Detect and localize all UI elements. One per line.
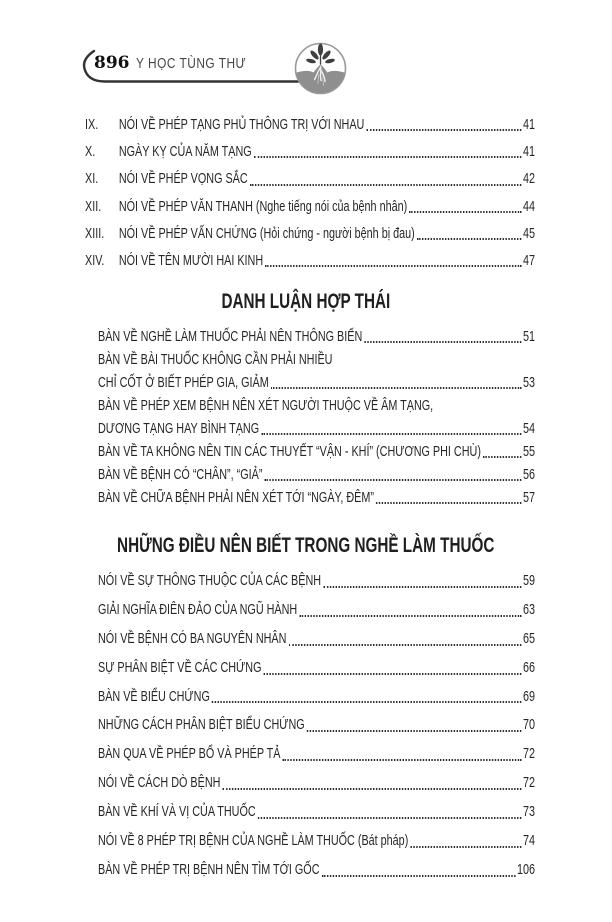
dot-leader: [322, 875, 516, 877]
toc-entry-title: BÀN VỀ BIỂU CHỨNG: [98, 687, 210, 705]
toc-entry-numeral: IX.: [85, 116, 99, 133]
toc-entry: [98, 711, 535, 740]
toc-entry: [98, 440, 535, 463]
dot-leader: [250, 184, 522, 186]
dot-leader: [307, 730, 522, 732]
toc-entry-page: 41: [522, 116, 535, 133]
toc-entry: [85, 165, 535, 192]
toc-entry-page: 47: [522, 251, 535, 269]
dot-leader: [417, 238, 522, 240]
dot-leader: [271, 387, 522, 389]
toc-entry-title: NÓI VỀ TÊN MƯỜI HAI KINH: [118, 251, 264, 269]
dot-leader: [364, 341, 521, 343]
toc-entry-title: NGÀY KỴ CỦA NĂM TẠNG: [118, 143, 252, 161]
toc-entry-page: 65: [523, 629, 536, 647]
dot-leader: [376, 502, 521, 504]
toc-entry-title: NÓI VỀ PHÉP VĂN THANH (Nghe tiếng nói của bệnh nhân): [118, 197, 408, 215]
header-book-title: Y HỌC TÙNG THƯ: [136, 56, 247, 72]
toc-entry: [98, 798, 535, 827]
toc-entry-title: BÀN VỀ TA KHÔNG NÊN TIN CÁC THUYẾT “VẬN - KHÍ” (CHƯƠNG PHI CHÙ): [98, 443, 481, 460]
toc-entry-page: 56: [523, 466, 536, 483]
dot-leader: [265, 479, 522, 481]
toc-entry: [98, 856, 535, 885]
toc-entry-title: NÓI VỀ 8 PHÉP TRỊ BỆNH CỦA NGHỀ LÀM THUỐC (Bát pháp): [98, 832, 409, 850]
dot-leader: [265, 265, 521, 267]
toc-entry: [98, 625, 535, 654]
toc-entry-title: NÓI VỀ CÁCH DÒ BỆNH: [98, 774, 221, 792]
toc-entry: [98, 596, 535, 625]
toc-entry-continued: [98, 348, 535, 371]
toc-entry-title: BÀN VỀ KHÍ VÀ VỊ CỦA THUỐC: [98, 803, 256, 821]
toc-entry-page: 69: [523, 687, 536, 705]
toc-entry-page: 72: [523, 774, 536, 792]
dot-leader: [483, 456, 521, 458]
toc-entry-page: 72: [523, 745, 536, 763]
dot-leader: [258, 817, 522, 819]
dot-leader: [261, 433, 521, 435]
toc-entry: [98, 740, 535, 769]
toc-entry-title: BÀN VỀ BÀI THUỐC KHÔNG CẦN PHẢI NHIỀU: [98, 351, 333, 368]
toc-entry-page: 51: [523, 328, 536, 345]
toc-entry-title: NÓI VỀ PHÉP VẤN CHỨNG (Hỏi chứng - người bệnh bị đau): [118, 224, 415, 242]
ginseng-plant-logo-icon: [294, 42, 347, 95]
toc-entry-page: 73: [523, 803, 536, 821]
dot-leader: [212, 701, 522, 703]
toc-entry-page: 70: [523, 716, 536, 734]
toc-entry-numeral: XII.: [85, 197, 102, 215]
toc-numbered-list: [85, 111, 535, 274]
toc-entry-title: NÓI VỀ BỆNH CÓ BA NGUYÊN NHÂN: [98, 629, 287, 647]
toc-entry-title: DƯƠNG TẠNG HAY BÌNH TẠNG: [98, 420, 260, 437]
toc-entry-title: NHỮNG CÁCH PHÂN BIỆT BIỂU CHỨNG: [98, 716, 305, 734]
toc-entry: [98, 325, 535, 348]
toc-entry-page: 55: [523, 443, 536, 460]
toc-entry-page: 57: [523, 489, 536, 506]
toc-entry-title: BÀN VỀ BỆNH CÓ “CHÂN”, “GIẢ”: [98, 466, 263, 483]
toc-entry-numeral: X.: [85, 143, 96, 161]
toc-entry: [98, 463, 535, 486]
dot-leader: [323, 586, 521, 588]
toc-entry-page: 106: [517, 860, 536, 878]
toc-entry: [85, 220, 535, 247]
toc-entry: [85, 247, 535, 274]
toc-entry-title: BÀN VỀ PHÉP XEM BỆNH NÊN XÉT NGƯỜI THUỘC VỀ ÂM TẠNG,: [98, 397, 434, 414]
dot-leader: [409, 211, 521, 213]
toc-entry: [85, 193, 535, 220]
dot-leader: [410, 846, 521, 848]
dot-leader: [264, 673, 522, 675]
toc-entry: [85, 138, 535, 165]
toc-entry-title: BÀN VỀ NGHỀ LÀM THUỐC PHẢI NÊN THÔNG BIẾN: [98, 328, 363, 345]
dot-leader: [223, 788, 522, 790]
toc-entry-title: NÓI VỀ PHÉP TẠNG PHỦ THÔNG TRỊ VỚI NHAU: [118, 116, 365, 133]
toc-entry-title: NÓI VỀ PHÉP VỌNG SẮC: [118, 170, 248, 188]
toc-entry-page: 66: [523, 658, 536, 676]
toc-entry: [98, 827, 535, 856]
toc-entry: [98, 371, 535, 394]
toc-entry-title: BÀN QUA VỀ PHÉP BỔ VÀ PHÉP TẢ: [98, 745, 281, 763]
toc-entry: [98, 683, 535, 712]
toc-entry-page: 63: [523, 600, 536, 618]
toc-entry-title: GIẢI NGHĨA ĐIÊN ĐẢO CỦA NGŨ HÀNH: [98, 600, 298, 618]
toc-entry-title: BÀN VỀ PHÉP TRỊ BỆNH NÊN TÌM TỚI GỐC: [98, 860, 320, 878]
toc-entry-continued: [98, 394, 535, 417]
toc-entry: [98, 567, 535, 596]
dot-leader: [299, 615, 521, 617]
toc-entry-title: BÀN VỀ CHỮA BỆNH PHẢI NÊN XÉT TỚI “NGÀY, ĐÊM”: [98, 489, 374, 506]
toc-entry-title: CHỈ CỐT Ở BIẾT PHÉP GIA, GIẢM: [98, 374, 269, 391]
toc-entry-page: 59: [523, 572, 536, 589]
toc-entry-page: 41: [522, 143, 535, 161]
toc-entry-page: 54: [523, 420, 536, 437]
toc-entry-page: 42: [522, 170, 535, 188]
toc-entry-page: 53: [523, 374, 536, 391]
toc-entry-title: NÓI VỀ SỰ THÔNG THUỘC CỦA CÁC BỆNH: [98, 572, 322, 589]
toc-entry-page: 45: [522, 224, 535, 242]
section-heading-text: DANH LUẬN HỢP THÁI: [221, 289, 391, 313]
dot-leader: [289, 644, 522, 646]
section-item-list: [98, 567, 535, 885]
toc-entry-numeral: XIII.: [85, 224, 105, 242]
toc-entry-numeral: XIV.: [85, 251, 105, 269]
toc-entry: [98, 654, 535, 683]
dot-leader: [254, 156, 522, 158]
header-page-number: 896: [94, 53, 130, 73]
section-heading-text: NHỮNG ĐIỀU NÊN BIẾT TRONG NGHỀ LÀM THUỐC: [117, 533, 495, 557]
toc-entry-numeral: XI.: [85, 170, 99, 188]
dot-leader: [283, 759, 522, 761]
toc-entry: [85, 111, 535, 138]
toc-entry-page: 74: [523, 832, 536, 850]
dot-leader: [367, 129, 522, 131]
toc-entry: [98, 417, 535, 440]
toc-entry: [98, 486, 535, 509]
section-heading: [0, 289, 612, 313]
toc-entry-title: SỰ PHÂN BIỆT VỀ CÁC CHỨNG: [98, 658, 262, 676]
section-heading: [0, 533, 612, 557]
toc-entry: [98, 769, 535, 798]
toc-entry-page: 44: [522, 197, 535, 215]
section-item-list: [98, 325, 535, 509]
